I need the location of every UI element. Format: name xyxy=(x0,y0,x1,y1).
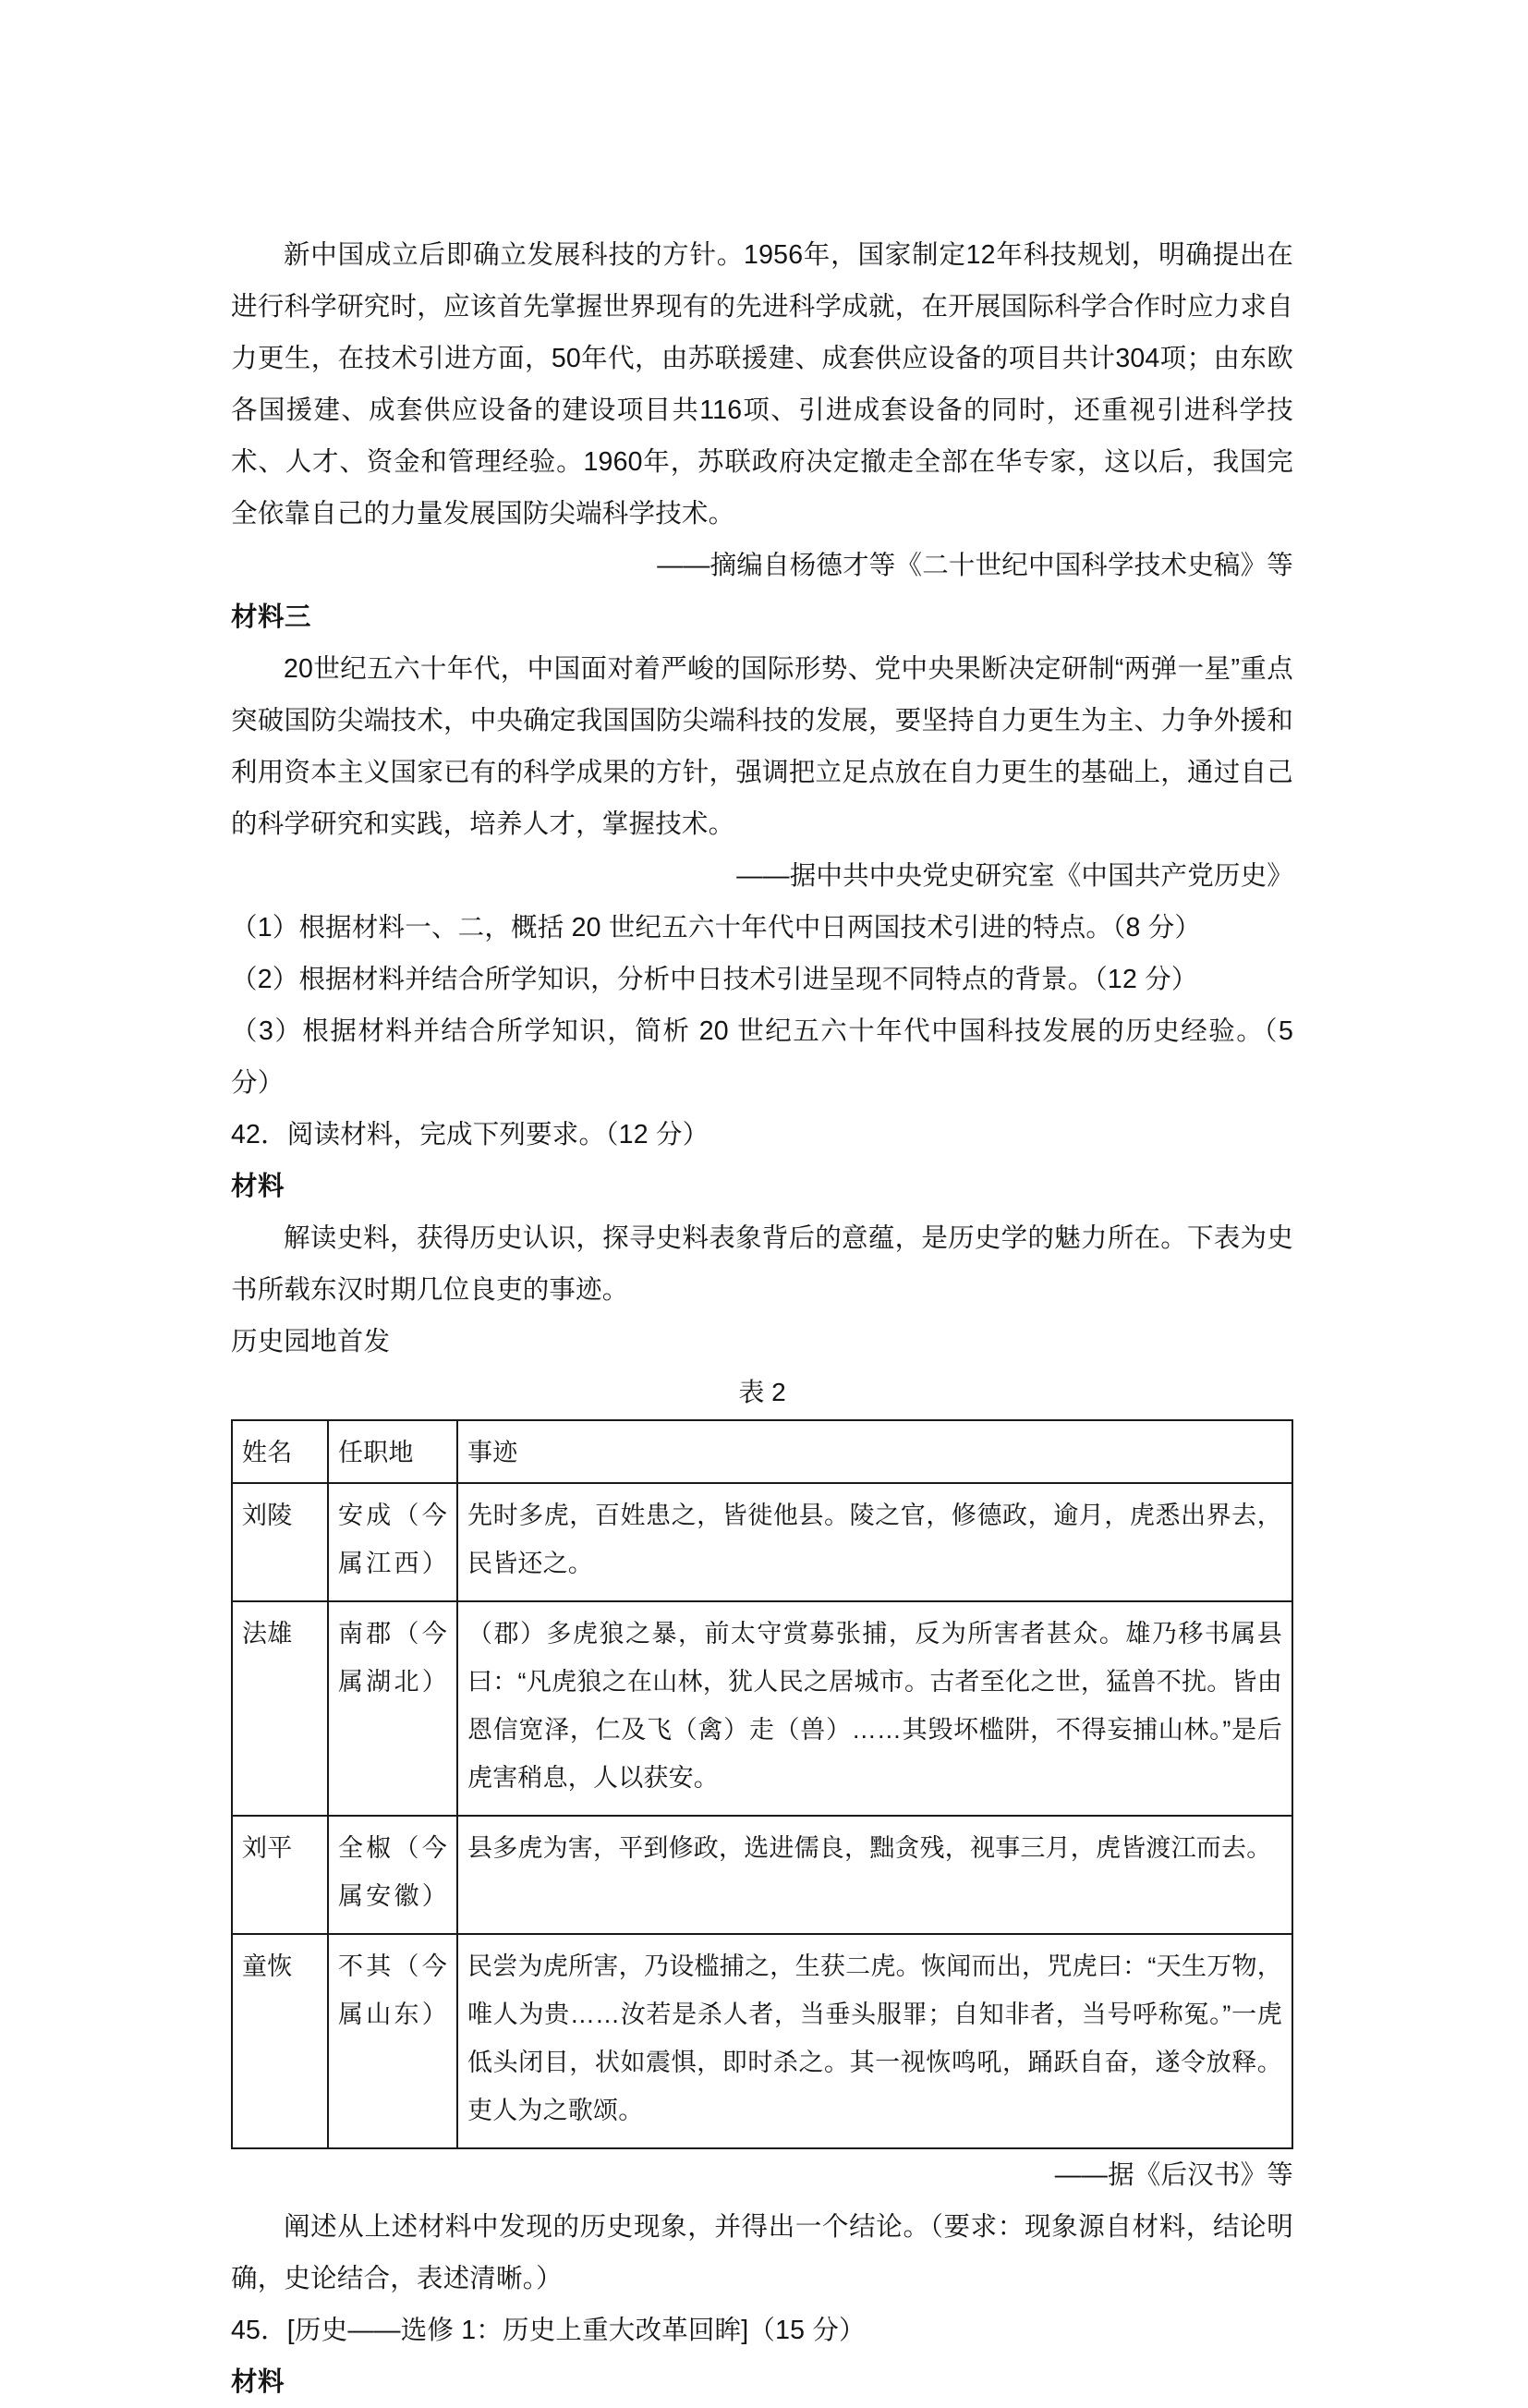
material-three-heading: 材料三 xyxy=(231,602,312,632)
column-header-place: 任职地 xyxy=(328,1420,457,1483)
material-heading-2: 材料 xyxy=(231,2367,285,2397)
watermark-source-line: 历史园地首发 xyxy=(231,1327,391,1356)
cell-deeds: 民尝为虎所害，乃设槛捕之，生获二虎。恢闻而出，咒虎曰：“天生万物，唯人为贵……汝若是杀人者，当垂头服罪；自知非者，当号呼称冤。”一虎低头闭目，状如震惧，即时杀之。其一视恢鸣吼，踊跃自奋，遂令放释。吏人为之歌颂。 xyxy=(457,1934,1292,2148)
cell-name: 刘平 xyxy=(232,1816,328,1934)
material-heading: 材料 xyxy=(231,1172,285,1201)
cell-deeds: （郡）多虎狼之暴，前太守赏募张捕，反为所害者甚众。雄乃移书属县曰：“凡虎狼之在山林，犹人民之居城市。古者至化之世，猛兽不扰。皆由恩信宽泽，仁及飞（禽）走（兽）……其毁坏槛阱，不得妄捕山林。”是后虎害稍息，人以获安。 xyxy=(457,1601,1292,1816)
column-header-name: 姓名 xyxy=(232,1420,328,1483)
cell-name: 法雄 xyxy=(232,1601,328,1816)
paragraph-material-three-body: 20世纪五六十年代，中国面对着严峻的国际形势、党中央果断决定研制“两弹一星”重点突破国防尖端技术，中央确定我国国防尖端科技的发展，要坚持自力更生为主、力争外援和利用资本主义国家已有的科学成果的方针，强调把立足点放在自力更生的基础上，通过自己的科学研究和实践，培养人才，掌握技术。 xyxy=(231,654,1293,839)
table-row xyxy=(232,1601,1292,1816)
paragraph-material-body: 解读史料，获得历史认识，探寻史料表象背后的意蕴，是历史学的魅力所在。下表为史书所载东汉时期几位良吏的事迹。 xyxy=(231,1223,1293,1305)
history-table xyxy=(231,1419,1293,2149)
table-row xyxy=(232,1483,1292,1601)
question-item-1: （1）根据材料一、二，概括 20 世纪五六十年代中日两国技术引进的特点。（8 分） xyxy=(231,913,1202,943)
cell-name: 童恢 xyxy=(232,1934,328,2148)
cell-place: 南郡（今属湖北） xyxy=(328,1601,457,1816)
source-citation-1: ——摘编自杨德才等《二十世纪中国科学技术史稿》等 xyxy=(657,551,1293,580)
cell-place: 全椒（今属安徽） xyxy=(328,1816,457,1934)
table-header-row xyxy=(232,1420,1292,1483)
question-45-stem: 45．[历史——选修 1：历史上重大改革回眸]（15 分） xyxy=(231,2316,866,2345)
table-row xyxy=(232,1816,1292,1934)
source-citation-3: ——据《后汉书》等 xyxy=(1054,2160,1293,2190)
cell-deeds: 县多虎为害，平到修政，选进儒良，黜贪残，视事三月，虎皆渡江而去。 xyxy=(457,1816,1292,1934)
document-content xyxy=(231,229,1293,2408)
question-item-3: （3）根据材料并结合所学知识，简析 20 世纪五六十年代中国科技发展的历史经验。（5 分） xyxy=(231,1016,1293,1098)
paragraph-material-two-body: 新中国成立后即确立发展科技的方针。1956年，国家制定12年科技规划，明确提出在进行科学研究时，应该首先掌握世界现有的先进科学成就，在开展国际科学合作时应力求自力更生，在技术引进方面，50年代，由苏联援建、成套供应设备的项目共计304项；由东欧各国援建、成套供应设备的建设项目共116项、引进成套设备的同时，还重视引进科学技术、人才、资金和管理经验。1960年，苏联政府决定撤走全部在华专家，这以后，我国完全依靠自己的力量发展国防尖端科学技术。 xyxy=(231,240,1293,529)
question-item-2: （2）根据材料并结合所学知识，分析中日技术引进呈现不同特点的背景。（12 分） xyxy=(231,965,1198,994)
cell-name: 刘陵 xyxy=(232,1483,328,1601)
question-42-stem: 42．阅读材料，完成下列要求。（12 分） xyxy=(231,1120,709,1149)
cell-deeds: 先时多虎，百姓患之，皆徙他县。陵之官，修德政，逾月，虎悉出界去，民皆还之。 xyxy=(457,1483,1292,1601)
column-header-deeds: 事迹 xyxy=(457,1420,1292,1483)
source-citation-2: ——据中共中央党史研究室《中国共产党历史》 xyxy=(736,861,1293,891)
cell-place: 安成（今属江西） xyxy=(328,1483,457,1601)
table-caption: 表 2 xyxy=(738,1378,786,1406)
table-row xyxy=(232,1934,1292,2148)
cell-place: 不其（今属山东） xyxy=(328,1934,457,2148)
paragraph-task-instruction: 阐述从上述材料中发现的历史现象，并得出一个结论。（要求：现象源自材料，结论明确，史论结合，表述清晰。） xyxy=(231,2212,1293,2293)
